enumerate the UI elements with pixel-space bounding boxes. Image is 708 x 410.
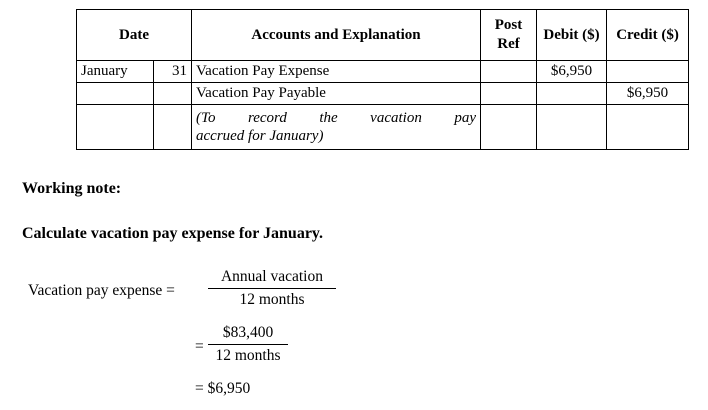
fraction-numerator: Annual vacation bbox=[220, 268, 323, 285]
debit-header: Debit ($) bbox=[537, 10, 607, 61]
debit-amount-cell bbox=[537, 83, 607, 105]
date-day-cell bbox=[154, 105, 192, 150]
formula-lhs: Vacation pay expense = bbox=[28, 282, 175, 299]
credit-amount-cell: $6,950 bbox=[607, 83, 689, 105]
post-ref-header: Post Ref bbox=[481, 10, 537, 61]
table-row bbox=[77, 61, 689, 83]
table-header-row bbox=[77, 10, 689, 61]
working-note-subheading: Calculate vacation pay expense for January. bbox=[22, 225, 324, 242]
credit-header: Credit ($) bbox=[607, 10, 689, 61]
date-month-cell bbox=[77, 83, 154, 105]
fraction-amount-over-months bbox=[208, 324, 288, 365]
formula-result: = $6,950 bbox=[195, 380, 251, 397]
debit-account-cell: Vacation Pay Expense bbox=[192, 61, 481, 83]
fraction-numerator: $83,400 bbox=[222, 324, 274, 341]
credit-amount-cell bbox=[607, 105, 689, 150]
fraction-denominator: 12 months bbox=[215, 347, 281, 364]
explanation-line-1: (To record the vacation pay bbox=[196, 110, 476, 126]
table-row bbox=[77, 83, 689, 105]
date-day-cell bbox=[154, 83, 192, 105]
working-note-heading: Working note: bbox=[22, 180, 122, 197]
fraction-denominator: 12 months bbox=[239, 291, 305, 308]
post-ref-cell bbox=[481, 61, 537, 83]
credit-account-cell: Vacation Pay Payable bbox=[192, 83, 481, 105]
date-header: Date bbox=[77, 10, 192, 61]
formula-equals: = bbox=[195, 338, 204, 355]
table-row bbox=[77, 105, 689, 150]
date-month-cell: January bbox=[77, 61, 154, 83]
date-day-cell: 31 bbox=[154, 61, 192, 83]
fraction-annual-over-months bbox=[208, 268, 336, 309]
journal-entry-table bbox=[76, 9, 689, 150]
debit-amount-cell bbox=[537, 105, 607, 150]
post-ref-cell bbox=[481, 105, 537, 150]
explanation-cell bbox=[192, 105, 481, 150]
accounts-header: Accounts and Explanation bbox=[192, 10, 481, 61]
credit-amount-cell bbox=[607, 61, 689, 83]
explanation-line-2: accrued for January) bbox=[196, 128, 324, 144]
post-ref-cell bbox=[481, 83, 537, 105]
debit-amount-cell: $6,950 bbox=[537, 61, 607, 83]
date-month-cell bbox=[77, 105, 154, 150]
